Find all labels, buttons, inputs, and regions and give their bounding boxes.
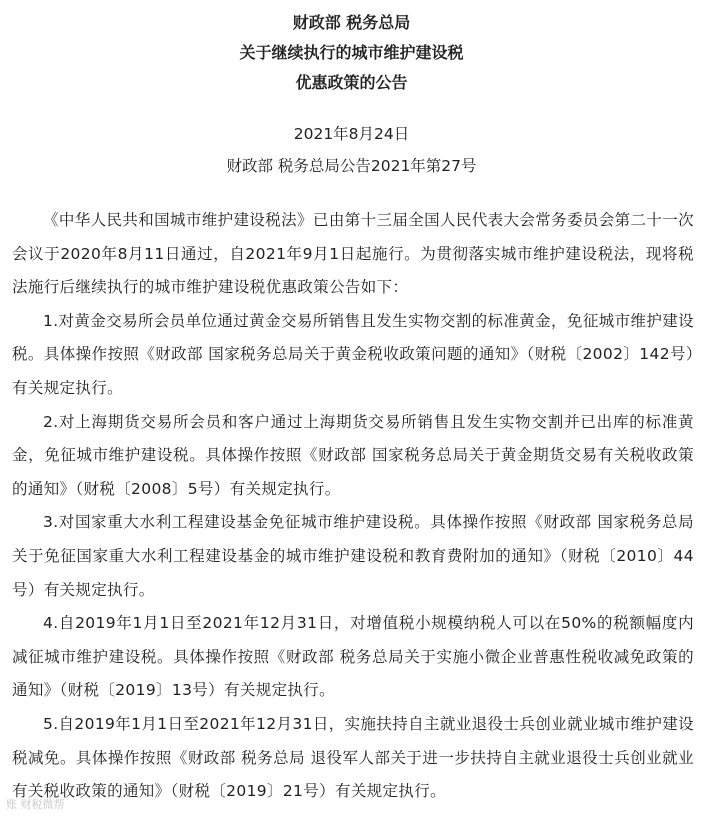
policy-item-2: 2.对上海期货交易所会员和客户通过上海期货交易所销售且发生实物交割并已出库的标准黄金，免征城市维护建设税。具体操作按照《财政部 国家税务总局关于黄金期货交易有关税收政策的通知》（财税〔2008〕5号）有关规定执行。	[12, 412, 694, 498]
watermark: 账 财税微帮	[6, 798, 65, 811]
document-title	[0, 8, 703, 98]
intro-paragraph: 《中华人民共和国城市维护建设税法》已由第十三届全国人民代表大会常务委员会第二十一次会议于2020年8月11日通过，自2021年9月1日起施行。为贯彻落实城市维护建设税法，现将税法施行后继续执行的城市维护建设税优惠政策公告如下：	[12, 211, 694, 297]
document-body	[12, 204, 694, 809]
title-line-2: 关于继续执行的城市维护建设税	[239, 43, 464, 62]
policy-item-4: 4.自2019年1月1日至2021年12月31日，对增值税小规模纳税人可以在50%的税额幅度内减征城市维护建设税。具体操作按照《财政部 税务总局关于实施小微企业普惠性税收减免政策的通知》（财税〔2019〕13号）有关规定执行。	[12, 614, 694, 700]
policy-item-3: 3.对国家重大水利工程建设基金免征城市维护建设税。具体操作按照《财政部 国家税务总局关于免征国家重大水利工程建设基金的城市维护建设税和教育费附加的通知》（财税〔2010〕44号）有关规定执行。	[12, 513, 694, 599]
title-line-3: 优惠政策的公告	[295, 73, 408, 92]
document-number: 财政部 税务总局公告2021年第27号	[226, 157, 477, 175]
policy-item-5: 5.自2019年1月1日至2021年12月31日，实施扶持自主就业退役士兵创业就业城市维护建设税减免。具体操作按照《财政部 税务总局 退役军人部关于进一步扶持自主就业退役士兵创业就业有关税收政策的通知》（财税〔2019〕21号）有关规定执行。	[12, 714, 694, 801]
policy-item-1: 1.对黄金交易所会员单位通过黄金交易所销售且发生实物交割的标准黄金，免征城市维护建设税。具体操作按照《财政部 国家税务总局关于黄金税收政策问题的通知》（财税〔2002〕142号）有关规定执行。	[12, 311, 694, 397]
issuer-title: 财政部 税务总局	[292, 13, 411, 32]
publish-date: 2021年8月24日	[293, 125, 410, 143]
document-meta	[0, 118, 703, 182]
